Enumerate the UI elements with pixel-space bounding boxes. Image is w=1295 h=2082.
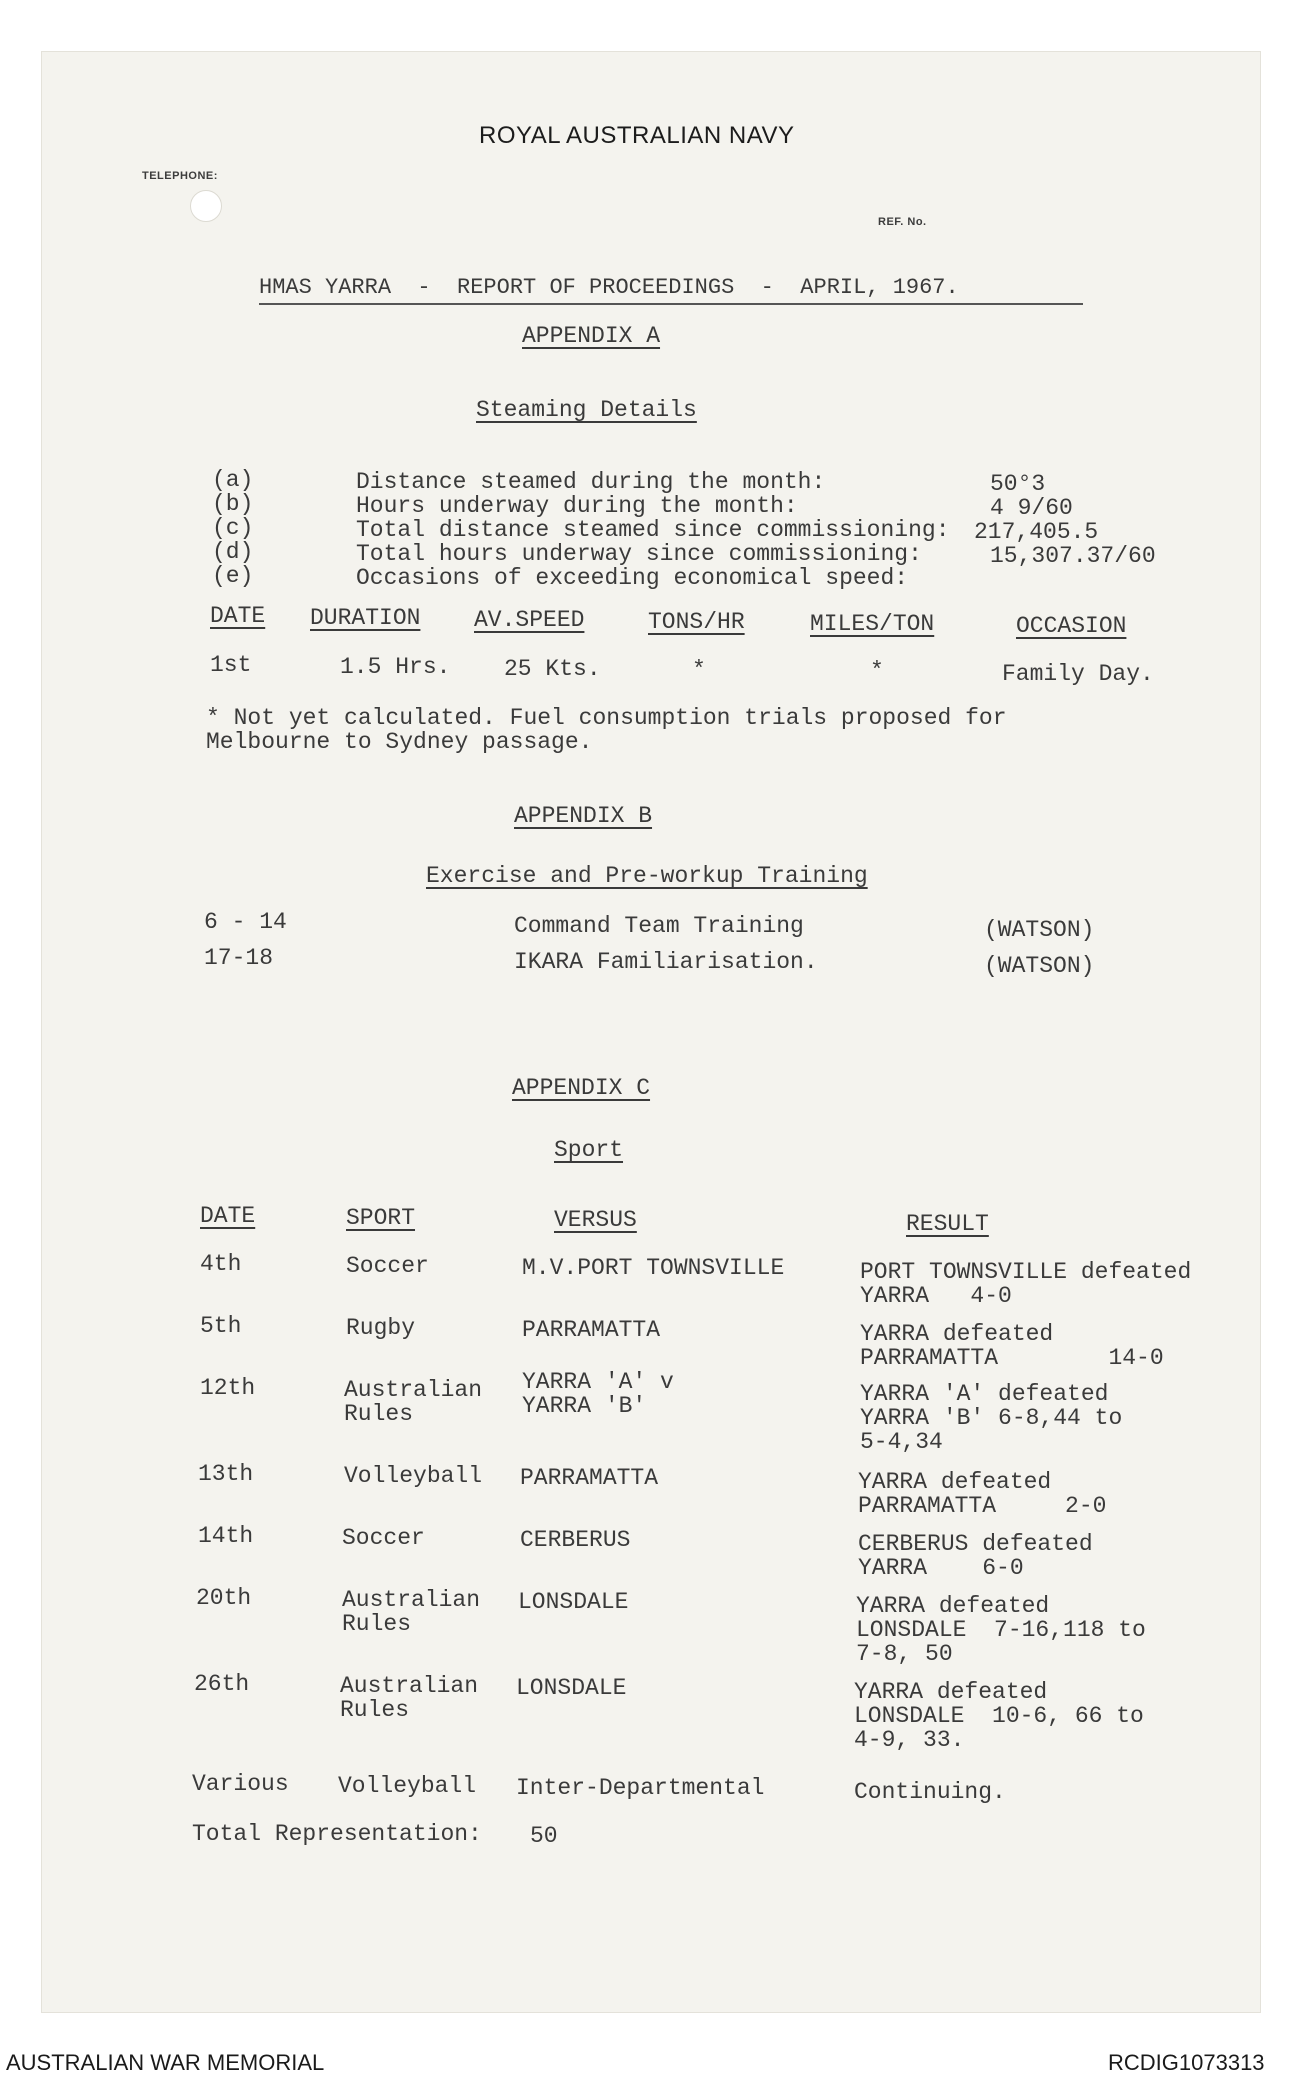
letterhead-org: ROYAL AUSTRALIAN NAVY xyxy=(479,122,795,149)
item-key: (b) xyxy=(212,491,254,517)
sport-result: YARRA defeated xyxy=(860,1321,1054,1347)
appendix-a-heading: APPENDIX A xyxy=(522,323,661,349)
table-header: TONS/HR xyxy=(648,609,745,635)
sport-date: 26th xyxy=(194,1671,250,1697)
footer-record-id: RCDIG1073313 xyxy=(1108,2050,1265,2075)
footer-archive-name: AUSTRALIAN WAR MEMORIAL xyxy=(6,2050,325,2075)
training-activity: Command Team Training xyxy=(514,913,804,939)
sport-versus: M.V.PORT TOWNSVILLE xyxy=(522,1255,785,1281)
sport-name: Australian xyxy=(340,1673,479,1699)
item-key: (e) xyxy=(212,563,254,589)
punch-hole xyxy=(190,190,222,222)
sport-name: Rugby xyxy=(346,1315,416,1341)
sport-name: Rules xyxy=(344,1401,414,1427)
sport-result: YARRA 6-0 xyxy=(858,1555,1024,1581)
table-cell: 1.5 Hrs. xyxy=(340,654,451,680)
sport-result: YARRA defeated xyxy=(858,1469,1052,1495)
appendix-c-heading: APPENDIX C xyxy=(512,1075,651,1101)
footnote-line1: * Not yet calculated. Fuel consumption trials proposed for xyxy=(206,705,1007,731)
sport-result: 7-8, 50 xyxy=(856,1641,953,1667)
table-header: AV.SPEED xyxy=(474,607,585,633)
sport-date: 20th xyxy=(196,1585,252,1611)
sport-versus: LONSDALE xyxy=(518,1589,629,1615)
sport-result: CERBERUS defeated xyxy=(858,1531,1093,1557)
table-cell: * xyxy=(692,657,706,683)
appendix-c-subheading: Sport xyxy=(554,1137,624,1163)
sport-name: Soccer xyxy=(346,1253,429,1279)
training-dates: 6 - 14 xyxy=(204,909,287,935)
table-cell: 25 Kts. xyxy=(504,656,601,682)
sport-result: Continuing. xyxy=(854,1779,1006,1805)
sport-header-date: DATE xyxy=(200,1203,256,1229)
sport-versus: PARRAMATTA xyxy=(522,1317,661,1343)
sport-name: Rules xyxy=(342,1611,412,1637)
sport-result: PORT TOWNSVILLE defeated xyxy=(860,1259,1192,1285)
sport-result: LONSDALE 10-6, 66 to xyxy=(854,1703,1144,1729)
table-header: MILES/TON xyxy=(810,611,935,637)
total-representation-label: Total Representation: xyxy=(192,1821,482,1847)
item-value: 217,405.5 xyxy=(974,519,1099,545)
table-header: DURATION xyxy=(310,605,421,631)
report-title: HMAS YARRA - REPORT OF PROCEEDINGS - APRIL, 1967. xyxy=(259,275,959,300)
item-value: 4 9/60 xyxy=(990,495,1073,521)
table-header: DATE xyxy=(210,603,266,629)
letterhead-telephone: TELEPHONE: xyxy=(142,170,218,182)
sport-date: 14th xyxy=(198,1523,254,1549)
letterhead-ref: REF. No. xyxy=(878,216,927,228)
sport-result: YARRA 'A' defeated xyxy=(860,1381,1109,1407)
item-label: Total hours underway since commissioning: xyxy=(356,541,922,567)
item-key: (d) xyxy=(212,539,254,565)
sport-date: 5th xyxy=(200,1313,242,1339)
sport-name: Australian xyxy=(344,1377,483,1403)
appendix-b-subheading: Exercise and Pre-workup Training xyxy=(426,863,868,889)
item-label: Hours underway during the month: xyxy=(356,493,798,519)
sport-header-versus: VERSUS xyxy=(554,1207,637,1233)
table-cell: Family Day. xyxy=(1002,661,1154,687)
sport-versus: Inter-Departmental xyxy=(516,1775,765,1801)
sport-header-sport: SPORT xyxy=(346,1205,416,1231)
sport-result: LONSDALE 7-16,118 to xyxy=(856,1617,1146,1643)
title-underline xyxy=(259,303,1083,305)
sport-versus: LONSDALE xyxy=(516,1675,627,1701)
sport-date: 4th xyxy=(200,1251,242,1277)
item-value: 50°3 xyxy=(990,471,1046,497)
footnote-line2: Melbourne to Sydney passage. xyxy=(206,729,593,755)
table-cell: * xyxy=(870,658,884,684)
item-label: Occasions of exceeding economical speed: xyxy=(356,565,909,591)
sport-versus: YARRA 'B' xyxy=(522,1393,647,1419)
sport-result: YARRA defeated xyxy=(854,1679,1048,1705)
sport-name: Volleyball xyxy=(338,1773,477,1799)
sport-date: Various xyxy=(192,1771,289,1797)
item-key: (c) xyxy=(212,515,254,541)
item-label: Total distance steamed since commissioning: xyxy=(356,517,950,543)
sport-versus: YARRA 'A' v xyxy=(522,1369,674,1395)
sport-result: 4-9, 33. xyxy=(854,1727,965,1753)
document-page xyxy=(42,52,1260,2012)
item-value: 15,307.37/60 xyxy=(990,543,1156,569)
item-label: Distance steamed during the month: xyxy=(356,469,826,495)
sport-date: 12th xyxy=(200,1375,256,1401)
sport-versus: CERBERUS xyxy=(520,1527,631,1553)
sport-versus: PARRAMATTA xyxy=(520,1465,659,1491)
sport-name: Rules xyxy=(340,1697,410,1723)
item-key: (a) xyxy=(212,467,254,493)
training-by: (WATSON) xyxy=(984,953,1095,979)
sport-result: YARRA defeated xyxy=(856,1593,1050,1619)
sport-result: PARRAMATTA 14-0 xyxy=(860,1345,1164,1371)
table-cell: 1st xyxy=(210,652,252,678)
sport-result: YARRA 'B' 6-8,44 to xyxy=(860,1405,1123,1431)
total-representation-value: 50 xyxy=(530,1823,558,1849)
training-activity: IKARA Familiarisation. xyxy=(514,949,818,975)
sport-date: 13th xyxy=(198,1461,254,1487)
sport-name: Australian xyxy=(342,1587,481,1613)
sport-name: Volleyball xyxy=(344,1463,483,1489)
sport-result: YARRA 4-0 xyxy=(860,1283,1012,1309)
appendix-b-heading: APPENDIX B xyxy=(514,803,653,829)
sport-result: 5-4,34 xyxy=(860,1429,943,1455)
sport-result: PARRAMATTA 2-0 xyxy=(858,1493,1107,1519)
training-dates: 17-18 xyxy=(204,945,274,971)
training-by: (WATSON) xyxy=(984,917,1095,943)
table-header: OCCASION xyxy=(1016,613,1127,639)
appendix-a-subheading: Steaming Details xyxy=(476,397,697,423)
sport-name: Soccer xyxy=(342,1525,425,1551)
sport-header-result: RESULT xyxy=(906,1211,989,1237)
